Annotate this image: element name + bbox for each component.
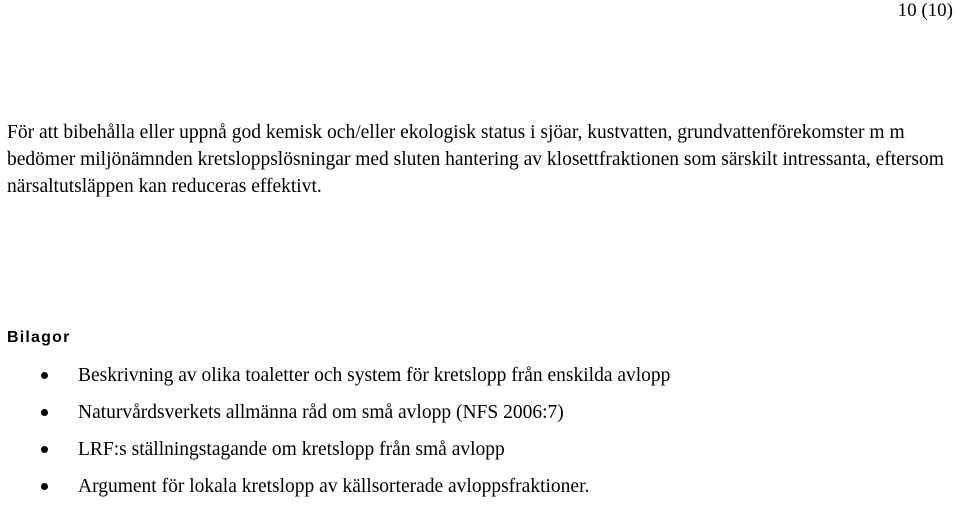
attachment-item-text: Argument för lokala kretslopp av källsorterade avloppsfraktioner.	[78, 476, 590, 497]
page-number: 10 (10)	[897, 0, 953, 21]
attachment-item-text: Naturvårdsverkets allmänna råd om små avlopp (NFS 2006:7)	[78, 402, 564, 423]
bullet-icon	[41, 446, 48, 453]
bullet-icon	[41, 409, 48, 416]
attachments-heading: Bilagor	[7, 329, 71, 346]
bullet-icon	[41, 483, 48, 490]
attachment-item-text: LRF:s ställningstagande om kretslopp från små avlopp	[78, 439, 505, 460]
attachment-item-text: Beskrivning av olika toaletter och system för kretslopp från enskilda avlopp	[78, 365, 671, 386]
bullet-icon	[41, 372, 48, 379]
body-paragraph: För att bibehålla eller uppnå god kemisk och/eller ekologisk status i sjöar, kustvatten, grundvattenförekomster m m bedömer miljönämnden kretsloppslösningar med sluten hantering av klosettfraktionen som särskilt intressanta, eftersom närsaltutsläppen kan reduceras effektivt.	[7, 122, 944, 197]
